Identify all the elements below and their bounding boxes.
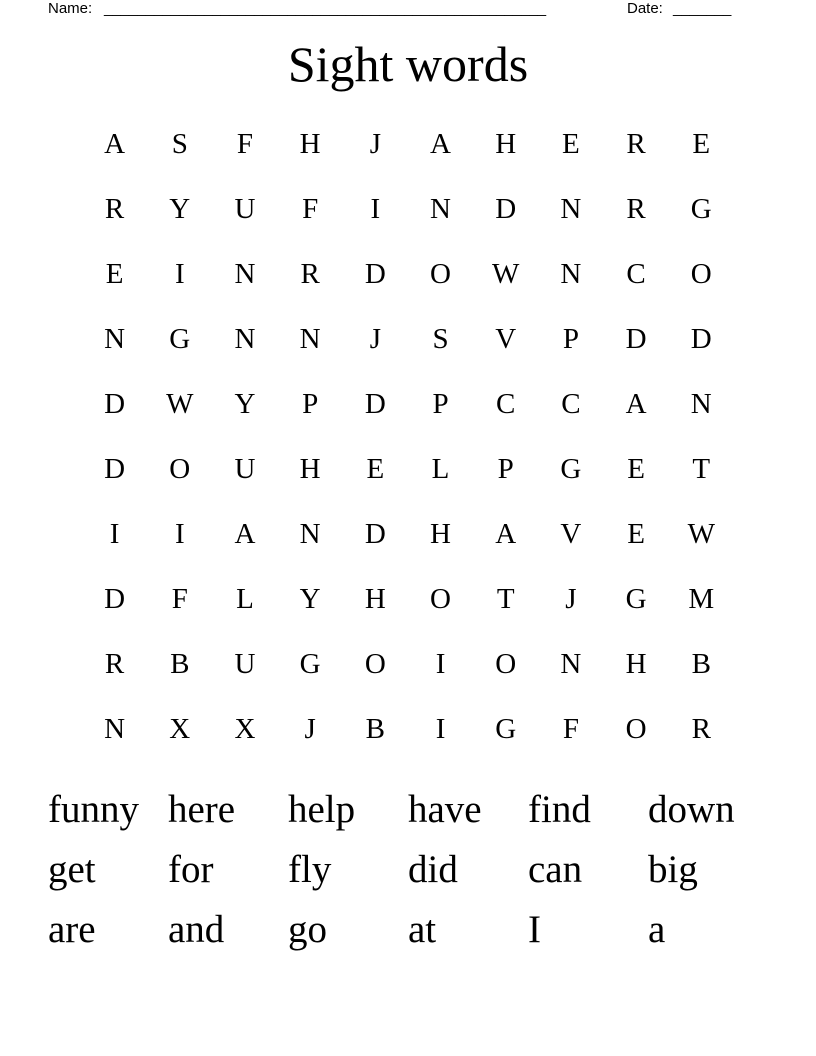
grid-letter[interactable]: G	[169, 323, 191, 355]
word-bank-item: here	[168, 788, 236, 831]
word-bank-item: and	[168, 908, 225, 951]
grid-letter[interactable]: C	[496, 388, 516, 420]
word-search-grid	[82, 112, 734, 762]
grid-letter[interactable]: J	[565, 583, 577, 615]
grid-letter[interactable]: S	[432, 323, 449, 355]
grid-letter[interactable]: N	[104, 713, 126, 745]
grid-letter[interactable]: P	[562, 323, 579, 355]
word-bank-item: did	[408, 848, 458, 891]
word-bank-item: go	[288, 908, 327, 951]
grid-letter[interactable]: T	[496, 583, 515, 615]
grid-letter[interactable]: O	[625, 713, 647, 745]
grid-letter[interactable]: H	[430, 518, 451, 550]
grid-letter[interactable]: L	[236, 583, 254, 615]
grid-letter[interactable]: G	[495, 713, 517, 745]
grid-letter[interactable]: N	[104, 323, 126, 355]
grid-letter[interactable]: A	[495, 518, 517, 550]
grid-letter[interactable]: B	[365, 713, 386, 745]
grid-letter[interactable]: U	[234, 648, 256, 680]
word-bank-item: help	[288, 788, 356, 831]
grid-letter[interactable]: J	[369, 128, 381, 160]
grid-letter[interactable]: G	[299, 648, 321, 680]
grid-letter[interactable]: F	[171, 583, 188, 615]
grid-letter[interactable]: N	[299, 323, 321, 355]
grid-letter[interactable]: P	[432, 388, 449, 420]
grid-letter[interactable]: U	[234, 453, 256, 485]
grid-letter[interactable]: N	[299, 518, 321, 550]
grid-letter[interactable]: S	[171, 128, 188, 160]
grid-letter[interactable]: I	[174, 518, 185, 550]
grid-letter[interactable]: N	[560, 258, 582, 290]
grid-letter[interactable]: B	[691, 648, 711, 680]
grid-letter[interactable]: N	[234, 323, 256, 355]
grid-letter[interactable]: D	[690, 323, 712, 355]
grid-letter[interactable]: A	[625, 388, 647, 420]
grid-letter[interactable]: O	[169, 453, 191, 485]
grid-letter[interactable]: I	[109, 518, 120, 550]
grid-letter[interactable]: E	[692, 128, 711, 160]
name-blank[interactable]: _____________________________________________________	[104, 0, 547, 17]
name-label: Name:	[48, 0, 93, 17]
grid-letter[interactable]: D	[364, 258, 386, 290]
word-bank-item: at	[408, 908, 437, 951]
grid-letter[interactable]: O	[495, 648, 517, 680]
word-bank-item: down	[648, 788, 735, 831]
grid-letter[interactable]: A	[104, 128, 126, 160]
grid-letter[interactable]: F	[236, 128, 254, 160]
grid-letter[interactable]: J	[304, 713, 316, 745]
grid-letter[interactable]: D	[364, 388, 386, 420]
grid-letter[interactable]: R	[300, 258, 320, 290]
grid-letter[interactable]: R	[104, 193, 125, 225]
grid-letter[interactable]: D	[104, 583, 126, 615]
grid-letter[interactable]: G	[560, 453, 582, 485]
grid-letter[interactable]: D	[104, 453, 126, 485]
grid-letter[interactable]: O	[690, 258, 712, 290]
grid-letter[interactable]: O	[430, 258, 451, 290]
grid-letter[interactable]: G	[690, 193, 712, 225]
grid-letter[interactable]: I	[435, 648, 446, 680]
grid-letter[interactable]: C	[561, 388, 581, 420]
grid-letter[interactable]: E	[366, 453, 385, 485]
grid-letter[interactable]: W	[687, 518, 715, 550]
grid-letter[interactable]: E	[562, 128, 580, 160]
grid-letter[interactable]: E	[627, 518, 645, 550]
grid-letter[interactable]: H	[625, 648, 647, 680]
word-bank	[48, 780, 768, 960]
grid-letter[interactable]: P	[497, 453, 514, 485]
word-bank-item: for	[168, 848, 214, 891]
grid-letter[interactable]: T	[692, 453, 711, 485]
grid-letter[interactable]: U	[234, 193, 256, 225]
grid-letter[interactable]: A	[430, 128, 451, 160]
grid-letter[interactable]: W	[166, 388, 194, 420]
page-title: Sight words	[287, 36, 529, 92]
grid-letter[interactable]: N	[234, 258, 256, 290]
grid-letter[interactable]: H	[364, 583, 386, 615]
word-bank-item: fly	[288, 848, 332, 891]
grid-letter[interactable]: J	[369, 323, 381, 355]
grid-letter[interactable]: I	[174, 258, 185, 290]
grid-letter[interactable]: E	[627, 453, 645, 485]
grid-letter[interactable]: D	[625, 323, 647, 355]
grid-letter[interactable]: N	[560, 648, 582, 680]
grid-letter[interactable]: E	[105, 258, 124, 290]
grid-letter[interactable]: X	[169, 713, 191, 745]
grid-letter[interactable]: L	[431, 453, 450, 485]
grid-letter[interactable]: Y	[169, 193, 191, 225]
word-bank-item: big	[648, 848, 698, 891]
date-label: Date:	[627, 0, 663, 17]
grid-letter[interactable]: D	[104, 388, 126, 420]
grid-letter[interactable]: O	[364, 648, 386, 680]
grid-letter[interactable]: R	[626, 128, 646, 160]
word-bank-item: find	[528, 788, 591, 831]
grid-letter[interactable]: R	[691, 713, 711, 745]
grid-letter[interactable]: I	[435, 713, 446, 745]
grid-letter[interactable]: Y	[234, 388, 256, 420]
grid-letter[interactable]: R	[626, 193, 646, 225]
grid-letter[interactable]: W	[492, 258, 520, 290]
grid-letter[interactable]: F	[562, 713, 579, 745]
grid-letter[interactable]: C	[626, 258, 646, 290]
grid-letter[interactable]: G	[625, 583, 647, 615]
grid-letter[interactable]: H	[299, 453, 321, 485]
word-bank-item: have	[408, 788, 482, 831]
grid-letter[interactable]: N	[430, 193, 451, 225]
word-bank-item: funny	[48, 788, 139, 831]
grid-letter[interactable]: F	[302, 193, 319, 225]
grid-letter[interactable]: R	[104, 648, 125, 680]
date-blank[interactable]: _______	[673, 0, 732, 17]
grid-letter[interactable]: X	[234, 713, 256, 745]
grid-letter[interactable]: M	[688, 583, 715, 615]
grid-letter[interactable]: N	[690, 388, 712, 420]
grid-letter[interactable]: H	[495, 128, 517, 160]
grid-letter[interactable]: V	[560, 518, 582, 550]
header	[0, 0, 816, 20]
grid-letter[interactable]: Y	[299, 583, 321, 615]
grid-letter[interactable]: I	[370, 193, 381, 225]
grid-letter[interactable]: P	[302, 388, 319, 420]
grid-letter[interactable]: A	[234, 518, 256, 550]
grid-letter[interactable]: N	[560, 193, 582, 225]
word-bank-item: get	[48, 848, 96, 891]
grid-letter[interactable]: V	[495, 323, 517, 355]
grid-letter[interactable]: B	[170, 648, 190, 680]
grid-letter[interactable]: D	[495, 193, 517, 225]
word-bank-item: I	[528, 908, 541, 951]
word-bank-item: a	[648, 908, 666, 951]
word-bank-item: can	[528, 848, 583, 891]
word-bank-item: are	[48, 908, 96, 951]
grid-letter[interactable]: O	[430, 583, 451, 615]
grid-letter[interactable]: H	[299, 128, 321, 160]
grid-letter[interactable]: D	[364, 518, 386, 550]
